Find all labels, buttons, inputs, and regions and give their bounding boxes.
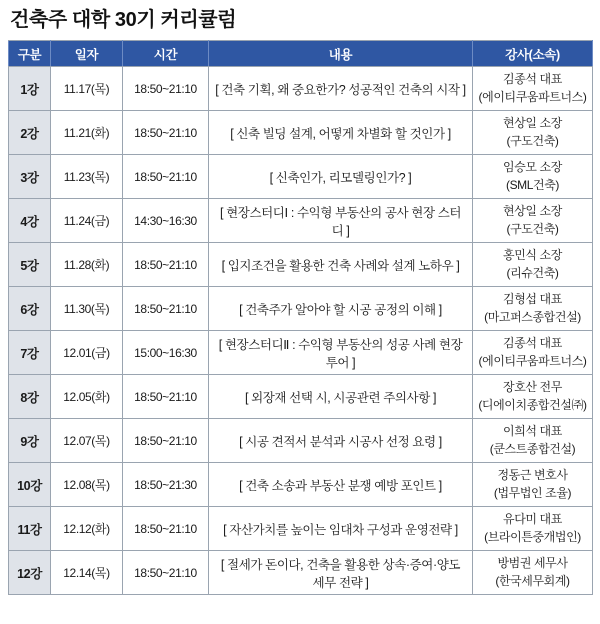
- cell-session-no: 1강: [9, 67, 51, 111]
- cell-session-no: 8강: [9, 375, 51, 419]
- cell-lecturer: [473, 155, 593, 199]
- lecturer-org: (에이티쿠움파트너스): [478, 353, 587, 368]
- cell-time: 15:00~16:30: [123, 331, 209, 375]
- cell-lecturer: [473, 287, 593, 331]
- lecturer-org: (구도건축): [506, 133, 559, 148]
- lecturer-name: 장호산 전무: [503, 380, 562, 395]
- cell-lecturer: [473, 463, 593, 507]
- table-row: [9, 507, 593, 551]
- cell-date: 12.08(목): [51, 463, 123, 507]
- cell-session-no: 11강: [9, 507, 51, 551]
- column-header-date: 일자: [51, 41, 123, 67]
- cell-time: 18:50~21:10: [123, 67, 209, 111]
- lecturer-org: (리슈건축): [506, 265, 559, 280]
- table-row: [9, 551, 593, 595]
- table-row: [9, 375, 593, 419]
- cell-lecturer: [473, 67, 593, 111]
- lecturer-name: 김형섭 대표: [503, 292, 562, 307]
- cell-time: 18:50~21:10: [123, 155, 209, 199]
- cell-lecturer: [473, 551, 593, 595]
- lecturer-org: (마고퍼스종합건설): [484, 309, 581, 324]
- cell-topic: [ 시공 견적서 분석과 시공사 선정 요령 ]: [209, 419, 473, 463]
- lecturer-org: (디에이치종합건설㈜): [478, 397, 587, 412]
- cell-lecturer: [473, 243, 593, 287]
- lecturer-org: (한국세무회계): [495, 573, 570, 588]
- cell-date: 11.17(목): [51, 67, 123, 111]
- cell-date: 12.12(화): [51, 507, 123, 551]
- column-header-lecturer: 강사(소속): [473, 41, 593, 67]
- lecturer-name: 현상일 소장: [503, 116, 562, 131]
- cell-date: 12.07(목): [51, 419, 123, 463]
- cell-session-no: 7강: [9, 331, 51, 375]
- column-header-time: 시간: [123, 41, 209, 67]
- cell-session-no: 12강: [9, 551, 51, 595]
- cell-lecturer: [473, 375, 593, 419]
- cell-time: 14:30~16:30: [123, 199, 209, 243]
- lecturer-org: (쿤스트종합건설): [489, 441, 576, 456]
- cell-lecturer: [473, 331, 593, 375]
- cell-lecturer: [473, 419, 593, 463]
- lecturer-name: 유다미 대표: [503, 512, 562, 527]
- table-row: [9, 155, 593, 199]
- cell-time: 18:50~21:10: [123, 551, 209, 595]
- lecturer-org: (구도건축): [506, 221, 559, 236]
- cell-date: 12.05(화): [51, 375, 123, 419]
- table-row: [9, 67, 593, 111]
- cell-session-no: 10강: [9, 463, 51, 507]
- cell-time: 18:50~21:30: [123, 463, 209, 507]
- cell-topic: [ 건축주가 알아야 할 시공 공정의 이해 ]: [209, 287, 473, 331]
- cell-time: 18:50~21:10: [123, 243, 209, 287]
- cell-topic: [ 현장스터디Ⅱ : 수익형 부동산의 성공 사례 현장 투어 ]: [209, 331, 473, 375]
- lecturer-org: (법무법인 조율): [493, 485, 572, 500]
- cell-date: 11.23(목): [51, 155, 123, 199]
- page-title: 건축주 대학 30기 커리큘럼: [10, 9, 237, 31]
- cell-topic: [ 외장재 선택 시, 시공관련 주의사항 ]: [209, 375, 473, 419]
- lecturer-org: (SML건축): [505, 177, 560, 192]
- lecturer-name: 이희석 대표: [503, 424, 562, 439]
- cell-time: 18:50~21:10: [123, 287, 209, 331]
- lecturer-org: (브라이튼중개법인): [484, 529, 581, 544]
- curriculum-table: [8, 40, 593, 595]
- lecturer-name: 임승모 소장: [503, 160, 562, 175]
- cell-topic: [ 현장스터디Ⅰ : 수익형 부동산의 공사 현장 스터디 ]: [209, 199, 473, 243]
- cell-date: 11.21(화): [51, 111, 123, 155]
- cell-time: 18:50~21:10: [123, 507, 209, 551]
- cell-date: 11.24(금): [51, 199, 123, 243]
- cell-topic: [ 신축 빌딩 설계, 어떻게 차별화 할 것인가 ]: [209, 111, 473, 155]
- cell-time: 18:50~21:10: [123, 375, 209, 419]
- column-header-topic: 내용: [209, 41, 473, 67]
- cell-date: 11.28(화): [51, 243, 123, 287]
- table-header: [9, 41, 593, 67]
- lecturer-org: (에이티쿠움파트너스): [478, 89, 587, 104]
- cell-date: 11.30(목): [51, 287, 123, 331]
- table-body: [9, 67, 593, 595]
- cell-session-no: 3강: [9, 155, 51, 199]
- cell-topic: [ 신축인가, 리모델링인가? ]: [209, 155, 473, 199]
- cell-session-no: 2강: [9, 111, 51, 155]
- column-header-no: 구분: [9, 41, 51, 67]
- lecturer-name: 김종석 대표: [503, 336, 562, 351]
- lecturer-name: 정동근 변호사: [497, 468, 568, 483]
- cell-topic: [ 건축 소송과 부동산 분쟁 예방 포인트 ]: [209, 463, 473, 507]
- lecturer-name: 방범권 세무사: [497, 556, 568, 571]
- lecturer-name: 홍민식 소장: [503, 248, 562, 263]
- table-row: [9, 287, 593, 331]
- cell-session-no: 9강: [9, 419, 51, 463]
- table-row: [9, 419, 593, 463]
- cell-time: 18:50~21:10: [123, 111, 209, 155]
- table-header-row: [9, 41, 593, 67]
- cell-lecturer: [473, 199, 593, 243]
- cell-session-no: 4강: [9, 199, 51, 243]
- table-row: [9, 243, 593, 287]
- cell-lecturer: [473, 507, 593, 551]
- cell-lecturer: [473, 111, 593, 155]
- cell-session-no: 5강: [9, 243, 51, 287]
- cell-session-no: 6강: [9, 287, 51, 331]
- cell-topic: [ 자산가치를 높이는 임대차 구성과 운영전략 ]: [209, 507, 473, 551]
- lecturer-name: 김종석 대표: [503, 72, 562, 87]
- table-row: [9, 331, 593, 375]
- cell-time: 18:50~21:10: [123, 419, 209, 463]
- table-row: [9, 111, 593, 155]
- cell-topic: [ 건축 기획, 왜 중요한가? 성공적인 건축의 시작 ]: [209, 67, 473, 111]
- cell-topic: [ 절세가 돈이다, 건축을 활용한 상속·증여·양도 세무 전략 ]: [209, 551, 473, 595]
- table-row: [9, 199, 593, 243]
- lecturer-name: 현상일 소장: [503, 204, 562, 219]
- table-row: [9, 463, 593, 507]
- cell-date: 12.01(금): [51, 331, 123, 375]
- cell-topic: [ 입지조건을 활용한 건축 사례와 설계 노하우 ]: [209, 243, 473, 287]
- cell-date: 12.14(목): [51, 551, 123, 595]
